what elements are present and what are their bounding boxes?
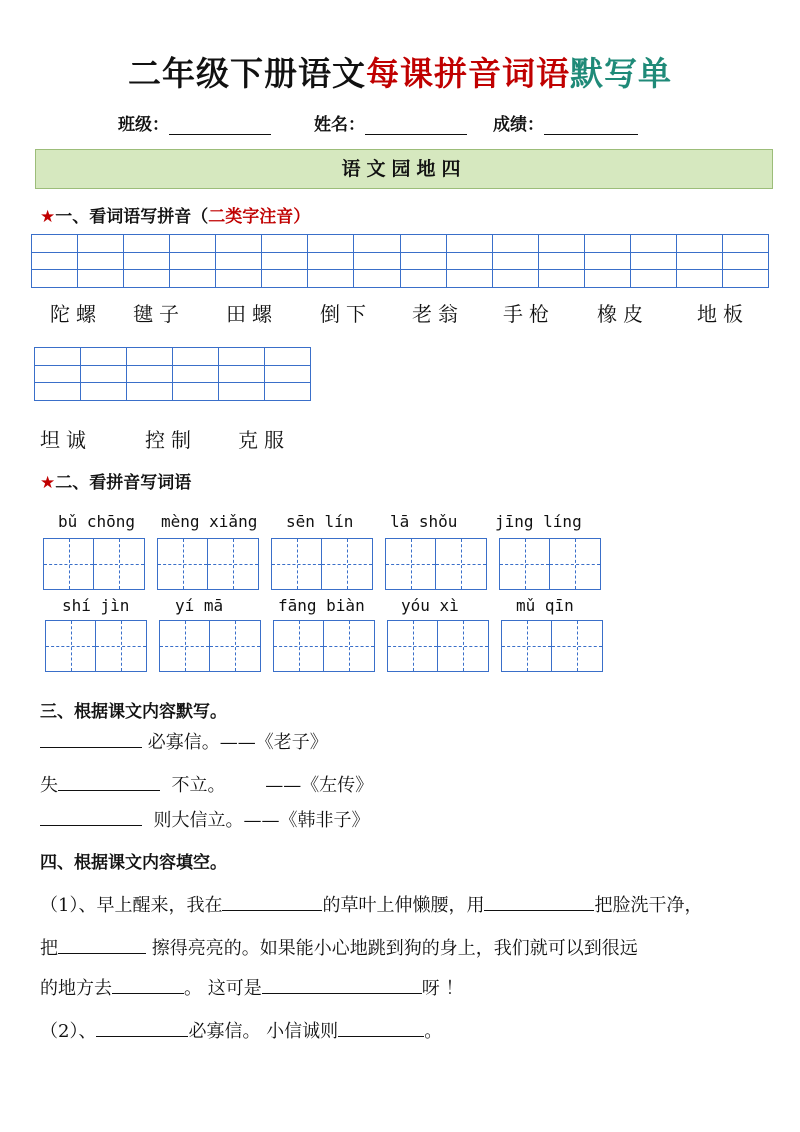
word-item: 克服	[238, 428, 290, 452]
word-item: 橡皮	[597, 302, 649, 326]
word-item: 陀螺	[50, 302, 102, 326]
word-item: 毽子	[133, 302, 185, 326]
tianzi-box[interactable]	[45, 620, 147, 672]
section2-title: 二、看拼音写词语	[55, 473, 192, 493]
pinyin-label: lā shǒu	[390, 512, 458, 531]
fill-blank[interactable]	[96, 1018, 188, 1037]
fill-line-2	[40, 934, 638, 960]
fill-text: （1）、早上醒来，我在	[40, 895, 223, 916]
fill-text: 把	[40, 938, 58, 959]
pinyin-label: mǔ qīn	[516, 596, 574, 615]
pinyin-label: mèng xiǎng	[161, 512, 258, 531]
pinyin-grid-2[interactable]	[34, 347, 311, 401]
tianzi-box[interactable]	[387, 620, 489, 672]
name-label: 姓名：	[314, 115, 365, 135]
fill-text: 的地方去	[40, 978, 112, 999]
score-label: 成绩：	[493, 115, 544, 135]
section3-heading: 三、根据课文内容默写。	[40, 702, 227, 722]
tianzi-box[interactable]	[501, 620, 603, 672]
recite-blank[interactable]	[40, 729, 142, 748]
fill-text: 的草叶上伸懒腰，用	[322, 895, 485, 916]
title-part3: 默写单	[570, 54, 672, 93]
pinyin-label: shí jìn	[62, 596, 130, 615]
word-item: 老翁	[412, 302, 464, 326]
recite-line-3	[40, 806, 369, 832]
recite-blank[interactable]	[58, 772, 160, 791]
page-title	[0, 48, 800, 95]
class-field[interactable]	[118, 110, 271, 135]
pinyin-label: yí mā	[175, 596, 224, 615]
fill-text: （2）、	[40, 1021, 97, 1042]
word-item: 田螺	[226, 302, 278, 326]
fill-blank[interactable]	[112, 975, 184, 994]
pinyin-label: sēn lín	[286, 512, 354, 531]
word-item: 手枪	[503, 302, 555, 326]
fill-line-3	[40, 974, 463, 1000]
recite-text: 必寡信。——《老子》	[147, 732, 328, 753]
name-field[interactable]	[314, 110, 467, 135]
fill-text: 。 这可是	[184, 978, 262, 999]
word-item: 倒下	[320, 302, 372, 326]
section1-title: 一、看词语写拼音（	[55, 207, 209, 227]
recite-text: 失	[40, 775, 58, 796]
title-part2: 每课拼音词语	[366, 54, 570, 93]
score-blank[interactable]	[544, 116, 638, 135]
recite-text: 不立。	[171, 775, 226, 796]
word-item: 地板	[697, 302, 749, 326]
fill-blank[interactable]	[222, 892, 322, 911]
fill-blank[interactable]	[58, 935, 146, 954]
star-icon: ★	[40, 207, 56, 227]
section4-heading: 四、根据课文内容填空。	[40, 853, 227, 873]
lesson-banner: 语文园地四	[35, 149, 773, 189]
tianzi-box[interactable]	[43, 538, 145, 590]
tianzi-box[interactable]	[157, 538, 259, 590]
recite-line-1	[40, 728, 328, 754]
star-icon: ★	[40, 473, 56, 493]
fill-line-1	[40, 891, 702, 917]
section1-heading	[40, 202, 310, 227]
class-blank[interactable]	[169, 116, 271, 135]
fill-text: 呀 ！	[421, 978, 464, 999]
fill-blank[interactable]	[484, 892, 594, 911]
title-part1: 二年级下册语文	[128, 54, 366, 93]
tianzi-box[interactable]	[271, 538, 373, 590]
recite-line-2	[40, 771, 373, 797]
fill-text: 把脸洗干净，	[594, 895, 703, 916]
pinyin-label: bǔ chōng	[58, 512, 136, 531]
class-label: 班级：	[118, 115, 169, 135]
word-item: 坦诚	[40, 428, 92, 452]
pinyin-label: jīng líng	[495, 512, 582, 531]
tianzi-box[interactable]	[273, 620, 375, 672]
tianzi-box[interactable]	[499, 538, 601, 590]
pinyin-grid-1[interactable]	[31, 234, 769, 288]
name-blank[interactable]	[365, 116, 467, 135]
pinyin-label: yóu xì	[401, 596, 459, 615]
score-field[interactable]	[493, 110, 638, 135]
fill-text: 必寡信。 小信诚则	[188, 1021, 339, 1042]
word-item: 控制	[145, 428, 197, 452]
tianzi-box[interactable]	[385, 538, 487, 590]
section1-note: 二类字注音）	[208, 207, 311, 227]
recite-blank[interactable]	[40, 807, 142, 826]
recite-text: 则大信立。——《韩非子》	[153, 810, 370, 831]
pinyin-label: fāng biàn	[278, 596, 365, 615]
fill-text: 擦得亮亮的。如果能小心地跳到狗的身上，我们就可以到很远	[151, 938, 638, 959]
recite-text: ——《左传》	[265, 775, 374, 796]
tianzi-box[interactable]	[159, 620, 261, 672]
fill-text: 。	[424, 1021, 443, 1042]
fill-line-4	[40, 1017, 442, 1043]
fill-blank[interactable]	[262, 975, 422, 994]
fill-blank[interactable]	[338, 1018, 424, 1037]
section2-heading	[40, 468, 191, 493]
